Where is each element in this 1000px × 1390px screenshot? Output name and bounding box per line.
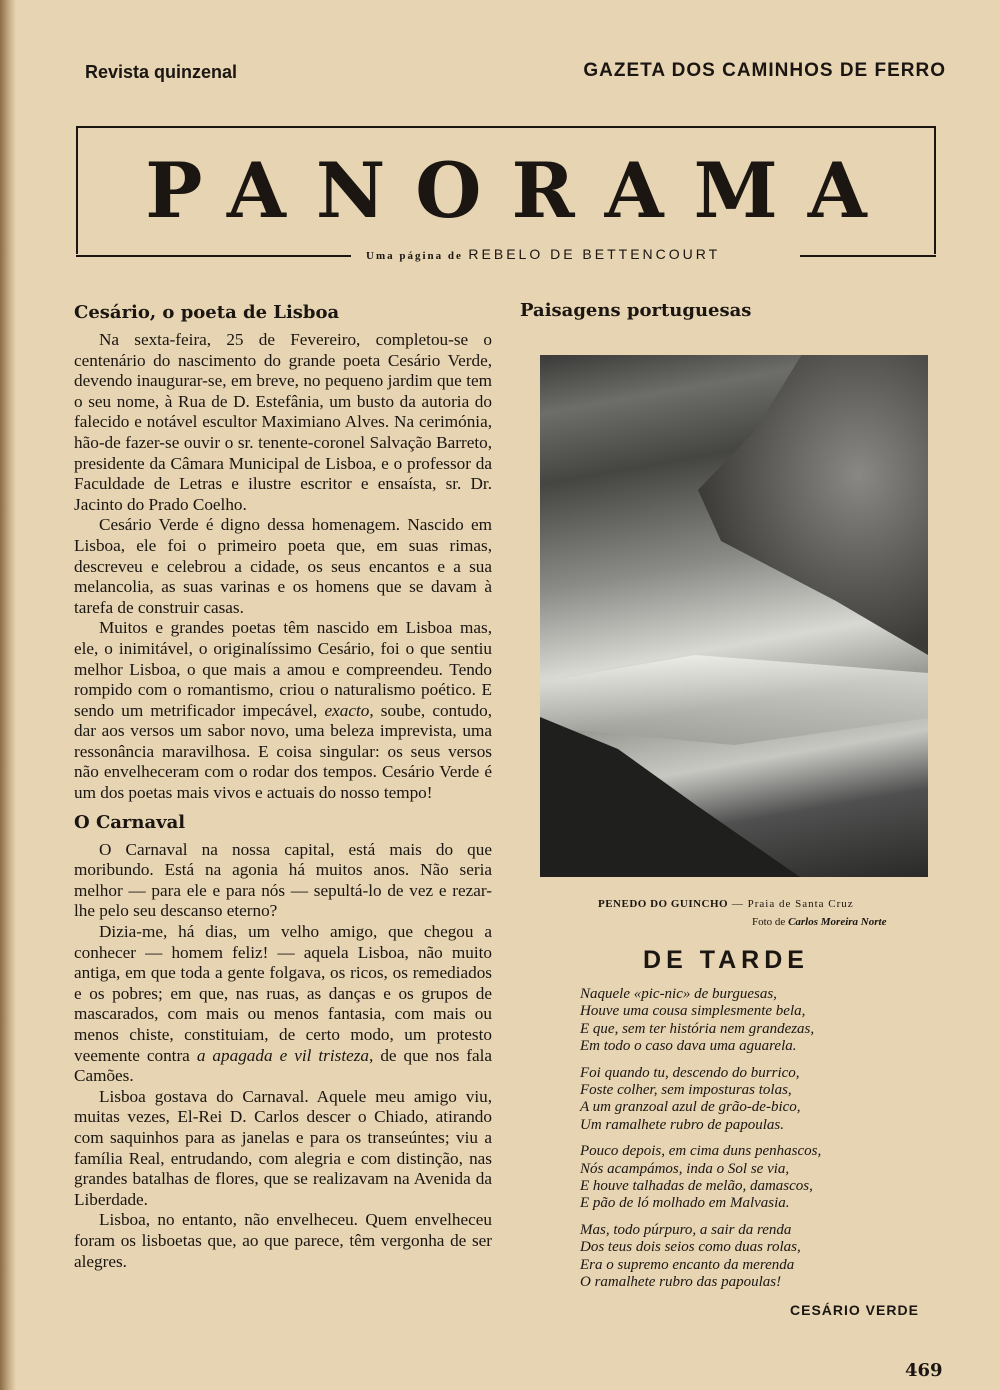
poem-line: Um ramalhete rubro de papoulas. (580, 1116, 785, 1133)
poem-line: Pouco depois, em cima duns penhascos, (580, 1143, 822, 1160)
paragraph-text: soube, contudo, dar aos versos um sabor novo, uma beleza imprevista, uma ressonância maravilhosa. E coisa singular: os seus versos não envelheceram com o rodar dos tempos. Cesário Verde é um dos poetas mais vivos e actuais do nosso tempo! (74, 700, 492, 803)
poem-line: Foste colher, sem imposturas tolas, (580, 1082, 792, 1099)
paragraph-text: de que nos fala Camões. (74, 1045, 493, 1086)
poem-line: Em todo o caso dava uma aguarela. (580, 1038, 797, 1055)
page-number: 469 (905, 1360, 943, 1381)
photo-surf (540, 655, 928, 745)
caption-location: — Praia de Santa Cruz (731, 898, 854, 910)
poem-title: DE TARDE (643, 946, 809, 974)
article-paragraph: Na sexta-feira, 25 de Fevereiro, completou-se o centenário do nascimento do grande poeta Cesário Verde, devendo inaugurar-se, em breve, no pequeno jardim que tem o seu nome, à Rua de D. Estefânia, um busto da autoria do falecido e notável escultor Maximiano Alves. Na cerimónia, hão-de fazer-se ouvir o sr. tenente-coronel Salvação Barreto, presidente da Câmara Municipal de Lisboa, e o professor da Faculdade de Letras e ilustre escritor e ensaísta, sr. Dr. Jacinto do Prado Coelho. (74, 330, 492, 514)
poem-line: Nós acampámos, inda o Sol se via, (580, 1160, 790, 1177)
poem (580, 986, 920, 1301)
header-publication-name: GAZETA DOS CAMINHOS DE FERRO (583, 60, 946, 81)
poem-line: O ramalhete rubro das papoulas! (580, 1274, 782, 1291)
masthead-title: PANORAMA (145, 146, 897, 235)
italic-emphasis: exacto, (324, 700, 374, 720)
poem-line: Era o supremo encanto da merenda (580, 1256, 795, 1273)
left-column (74, 300, 492, 1272)
article-title-cesario: Cesário, o poeta de Lisboa (74, 302, 340, 323)
photo-cliff (698, 355, 928, 655)
section-title-landscapes: Paisagens portuguesas (520, 300, 752, 321)
poem-stanza (580, 1222, 920, 1292)
poem-stanza (580, 986, 920, 1056)
article-paragraph: Lisboa, no entanto, não envelheceu. Quem envelheceu foram os lisboetas que, ao que parece, têm vergonha de ser alegres. (74, 1210, 492, 1271)
poem-line: E pão de ló molhado em Malvasia. (580, 1195, 790, 1212)
poem-line: Houve uma cousa simplesmente bela, (580, 1003, 806, 1020)
paragraph-text: Muitos e grandes poetas têm nascido em Lisboa mas, ele, o inimitável, o originalíssimo Cesário, foi o que sentiu melhor Lisboa, o que mais a amou e compreendeu. Tendo rompido com o romantismo, criou o naturalismo poético. E sendo um metrificador impecável, (74, 618, 492, 720)
poem-line: Naquele «pic-nic» de burguesas, (580, 986, 777, 1002)
page-binding-edge (0, 0, 16, 1390)
photo-caption (598, 898, 854, 910)
article-paragraph (74, 922, 492, 1087)
byline-prefix: Uma página de (366, 250, 463, 262)
article-title-carnaval: O Carnaval (74, 811, 186, 833)
caption-place: PENEDO DO GUINCHO (598, 898, 729, 910)
paragraph-text: Dizia-me, há dias, um velho amigo, que chegou a conhecer — homem feliz! — aquela Lisboa, não muito antiga, em que toda a gente folgava, os ricos, os remediados e os pobres; em que, nas ruas, as danças e os grupos de mascarados, com mais ou menos fantasia, com mais ou menos chiste, constituiam, de certo modo, um protesto veemente contra (74, 922, 492, 1065)
photo-credit (752, 916, 886, 928)
poem-line: E houve talhadas de melão, damascos, (580, 1178, 813, 1195)
poem-line: Dos teus dois seios como duas rolas, (580, 1239, 801, 1256)
poem-line: A um granzoal azul de grão-de-bico, (580, 1099, 801, 1116)
byline-row (76, 246, 936, 266)
byline (366, 246, 720, 264)
masthead-frame (76, 126, 936, 254)
article-paragraph: Lisboa gostava do Carnaval. Aquele meu amigo viu, muitas vezes, El-Rei D. Carlos descer o Chiado, atirando com saquinhos para as janelas e para os transeúntes; viu a família Real, entrudando, com alegria e com distinção, nas grandes batalhas de flores, que se realizavam na Avenida da Liberdade. (74, 1086, 492, 1209)
caption-photographer: Carlos Moreira Norte (788, 916, 887, 928)
poem-stanza (580, 1065, 920, 1135)
italic-quote: a apagada e vil tristeza, (196, 1045, 374, 1065)
byline-author: REBELO DE BETTENCOURT (468, 246, 721, 262)
article-paragraph (74, 618, 492, 803)
byline-rule-left (76, 255, 351, 257)
coastal-photo (540, 355, 928, 877)
poem-author: CESÁRIO VERDE (790, 1302, 919, 1318)
poem-line: Foi quando tu, descendo do burrico, (580, 1064, 800, 1081)
poem-line: Mas, todo púrpuro, a sair da renda (580, 1221, 792, 1238)
caption-credit-label: Foto de (752, 916, 786, 928)
article-paragraph: Cesário Verde é digno dessa homenagem. Nascido em Lisboa, ele foi o primeiro poeta que, em suas rimas, descreveu e celebrou a cidade, os seus encantos e a sua melancolia, as suas varinas e os homens que se davam à tarefa de construir casas. (74, 515, 492, 617)
header-periodicity: Revista quinzenal (85, 62, 238, 82)
poem-line: E que, sem ter história nem grandezas, (580, 1020, 815, 1037)
poem-stanza (580, 1143, 920, 1213)
article-paragraph: O Carnaval na nossa capital, está mais do que moribundo. Está na agonia há muitos anos. Não seria melhor — para ele e para nós — sepultá-lo de vez e rezar-lhe pelo seu descanso eterno? (74, 839, 492, 921)
byline-rule-right (800, 255, 936, 257)
